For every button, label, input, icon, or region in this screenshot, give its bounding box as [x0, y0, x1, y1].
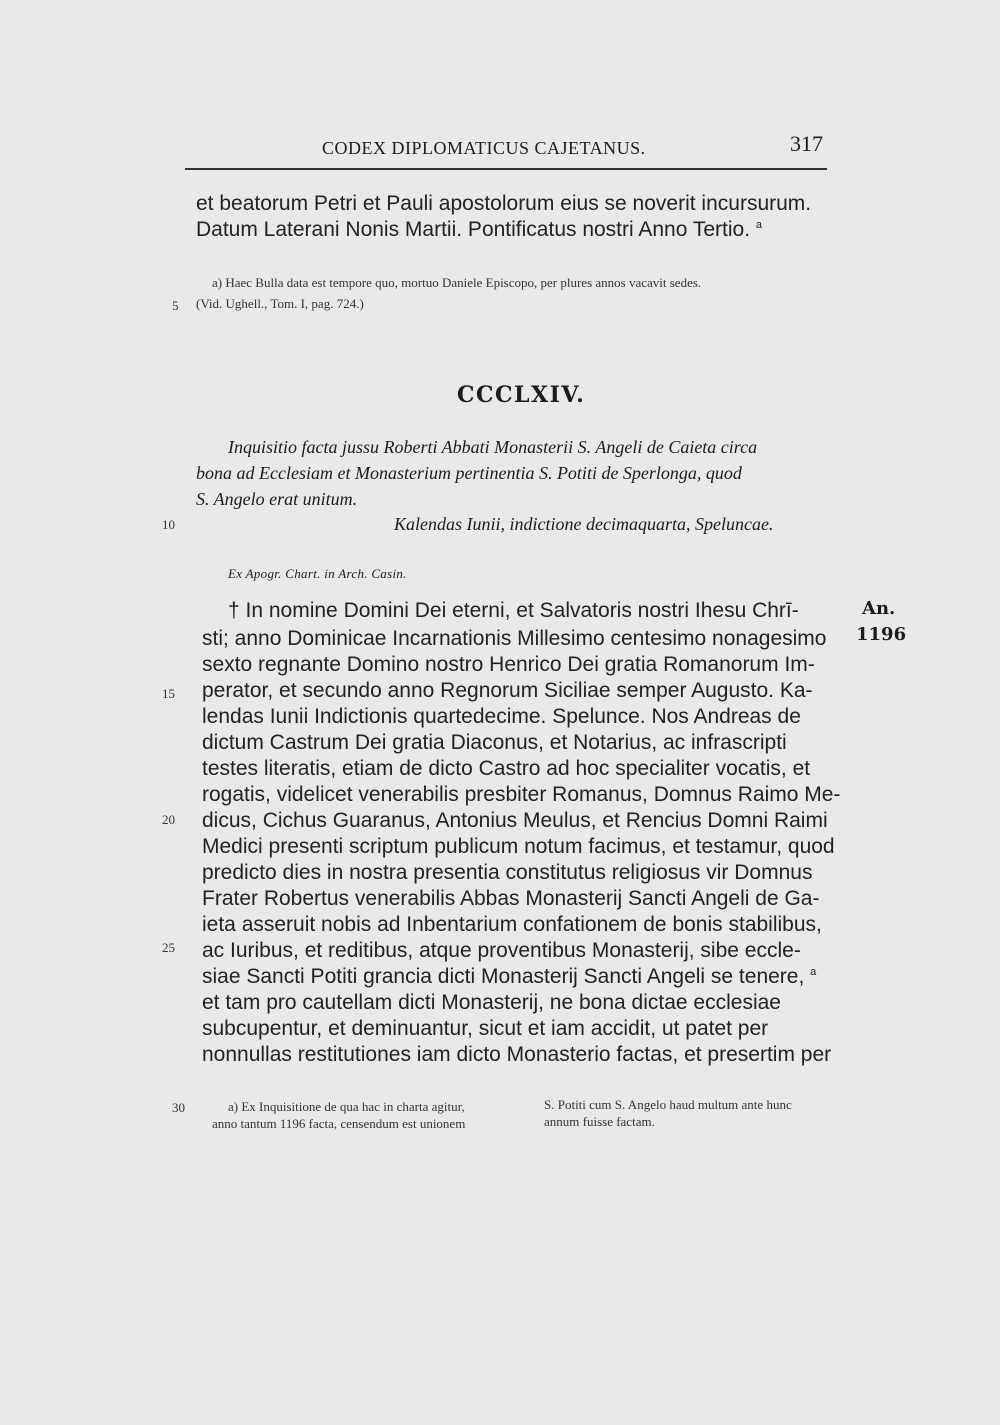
body-line-11: predicto dies in nostra presentia constitutus religiosus vir Domnus [202, 861, 813, 884]
body-line-5: lendas Iunii Indictionis quartedecime. Spelunce. Nos Andreas de [202, 705, 801, 728]
body-line-4: perator, et secundo anno Regnorum Siciliae semper Augusto. Ka- [202, 679, 813, 702]
header-rule [185, 168, 827, 170]
top-text-line-2-text: Datum Laterani Nonis Martii. Pontificatus nostri Anno Tertio. [196, 218, 751, 241]
body-line-14: ac Iuribus, et reditibus, atque proventibus Monasterij, sibe eccle- [202, 939, 801, 962]
body-line-1: † In nomine Domini Dei eterni, et Salvatoris nostri Ihesu Chrī- [228, 599, 799, 622]
body-line-9: dicus, Cichus Guaranus, Antonius Meulus, et Rencius Domni Raimi [202, 809, 828, 832]
footnote-bottom-left-line-2: anno tantum 1196 facta, censendum est unionem [212, 1116, 466, 1131]
body-line-13: ieta asseruit nobis ad Inbentarium confationem de bonis stabilibus, [202, 913, 822, 936]
body-line-6: dictum Castrum Dei gratia Diaconus, et Notarius, ac infrascripti [202, 731, 787, 754]
body-line-10: Medici presenti scriptum publicum notum facimus, et testamur, quod [202, 835, 835, 858]
footnote-bottom-left-line-1: a) Ex Inquisitione de qua hac in charta agitur, [228, 1099, 465, 1114]
page-number: 317 [790, 131, 823, 156]
document-title-line-2: bona ad Ecclesiam et Monasterium pertinentia S. Potiti de Sperlonga, quod [196, 463, 742, 483]
document-title-line-1: Inquisitio facta jussu Roberti Abbati Monasterii S. Angeli de Caieta circa [228, 437, 758, 457]
footnote-ref-a-body: a [810, 966, 817, 978]
document-title-line-3: S. Angelo erat unitum. [196, 489, 358, 509]
document-date-line: Kalendas Iunii, indictione decimaquarta, Speluncae. [394, 514, 774, 534]
body-line-8: rogatis, videlicet venerabilis presbiter Romanus, Domnus Raimo Me- [202, 783, 841, 806]
margin-year: 1196 [856, 624, 907, 645]
body-line-2: sti; anno Dominicae Incarnationis Millesimo centesimo nonagesimo [202, 627, 827, 650]
running-header-title: CODEX DIPLOMATICUS CAJETANUS. [322, 138, 646, 158]
top-text-line-2 [196, 218, 762, 242]
footnote-bottom-right-line-2: annum fuisse factam. [544, 1114, 655, 1129]
body-line-7: testes literatis, etiam de dicto Castro ad hoc specialiter vocatis, et [202, 757, 811, 780]
footnote-bottom-right-line-1: S. Potiti cum S. Angelo haud multum ante hunc [544, 1097, 792, 1112]
top-text-line-1: et beatorum Petri et Pauli apostolorum eius se noverit incursurum. [196, 192, 812, 215]
body-line-16: et tam pro cautellam dicti Monasterij, ne bona dictae ecclesiae [202, 991, 781, 1014]
body-line-3: sexto regnante Domino nostro Henrico Dei gratia Romanorum Im- [202, 653, 815, 676]
document-source: Ex Apogr. Chart. in Arch. Casin. [228, 566, 407, 581]
body-line-15 [202, 965, 816, 989]
document-number: CCCLXIV. [457, 382, 586, 408]
body-line-12: Frater Robertus venerabilis Abbas Monasterij Sancti Angeli de Ga- [202, 887, 820, 910]
line-number-15: 15 [162, 686, 175, 701]
body-line-17: subcupentur, et deminuantur, sicut et iam accidit, ut patet per [202, 1017, 769, 1040]
line-number-20: 20 [162, 812, 175, 827]
line-number-30: 30 [172, 1100, 185, 1115]
body-line-18: nonnullas restitutiones iam dicto Monasterio factas, et presertim per [202, 1043, 832, 1066]
line-number-25: 25 [162, 940, 175, 955]
footnote-ref-a: a [755, 219, 763, 231]
footnote-top-line-2: (Vid. Ughell., Tom. I, pag. 724.) [196, 296, 364, 311]
line-number-10: 10 [162, 517, 175, 532]
margin-an-label: An. [862, 598, 896, 619]
body-line-15-text: siae Sancti Potiti grancia dicti Monasterij Sancti Angeli se tenere, [202, 965, 805, 988]
line-number-5: 5 [172, 298, 179, 313]
footnote-top-line-1: a) Haec Bulla data est tempore quo, mortuo Daniele Episcopo, per plures annos vacavit sedes. [212, 275, 702, 290]
